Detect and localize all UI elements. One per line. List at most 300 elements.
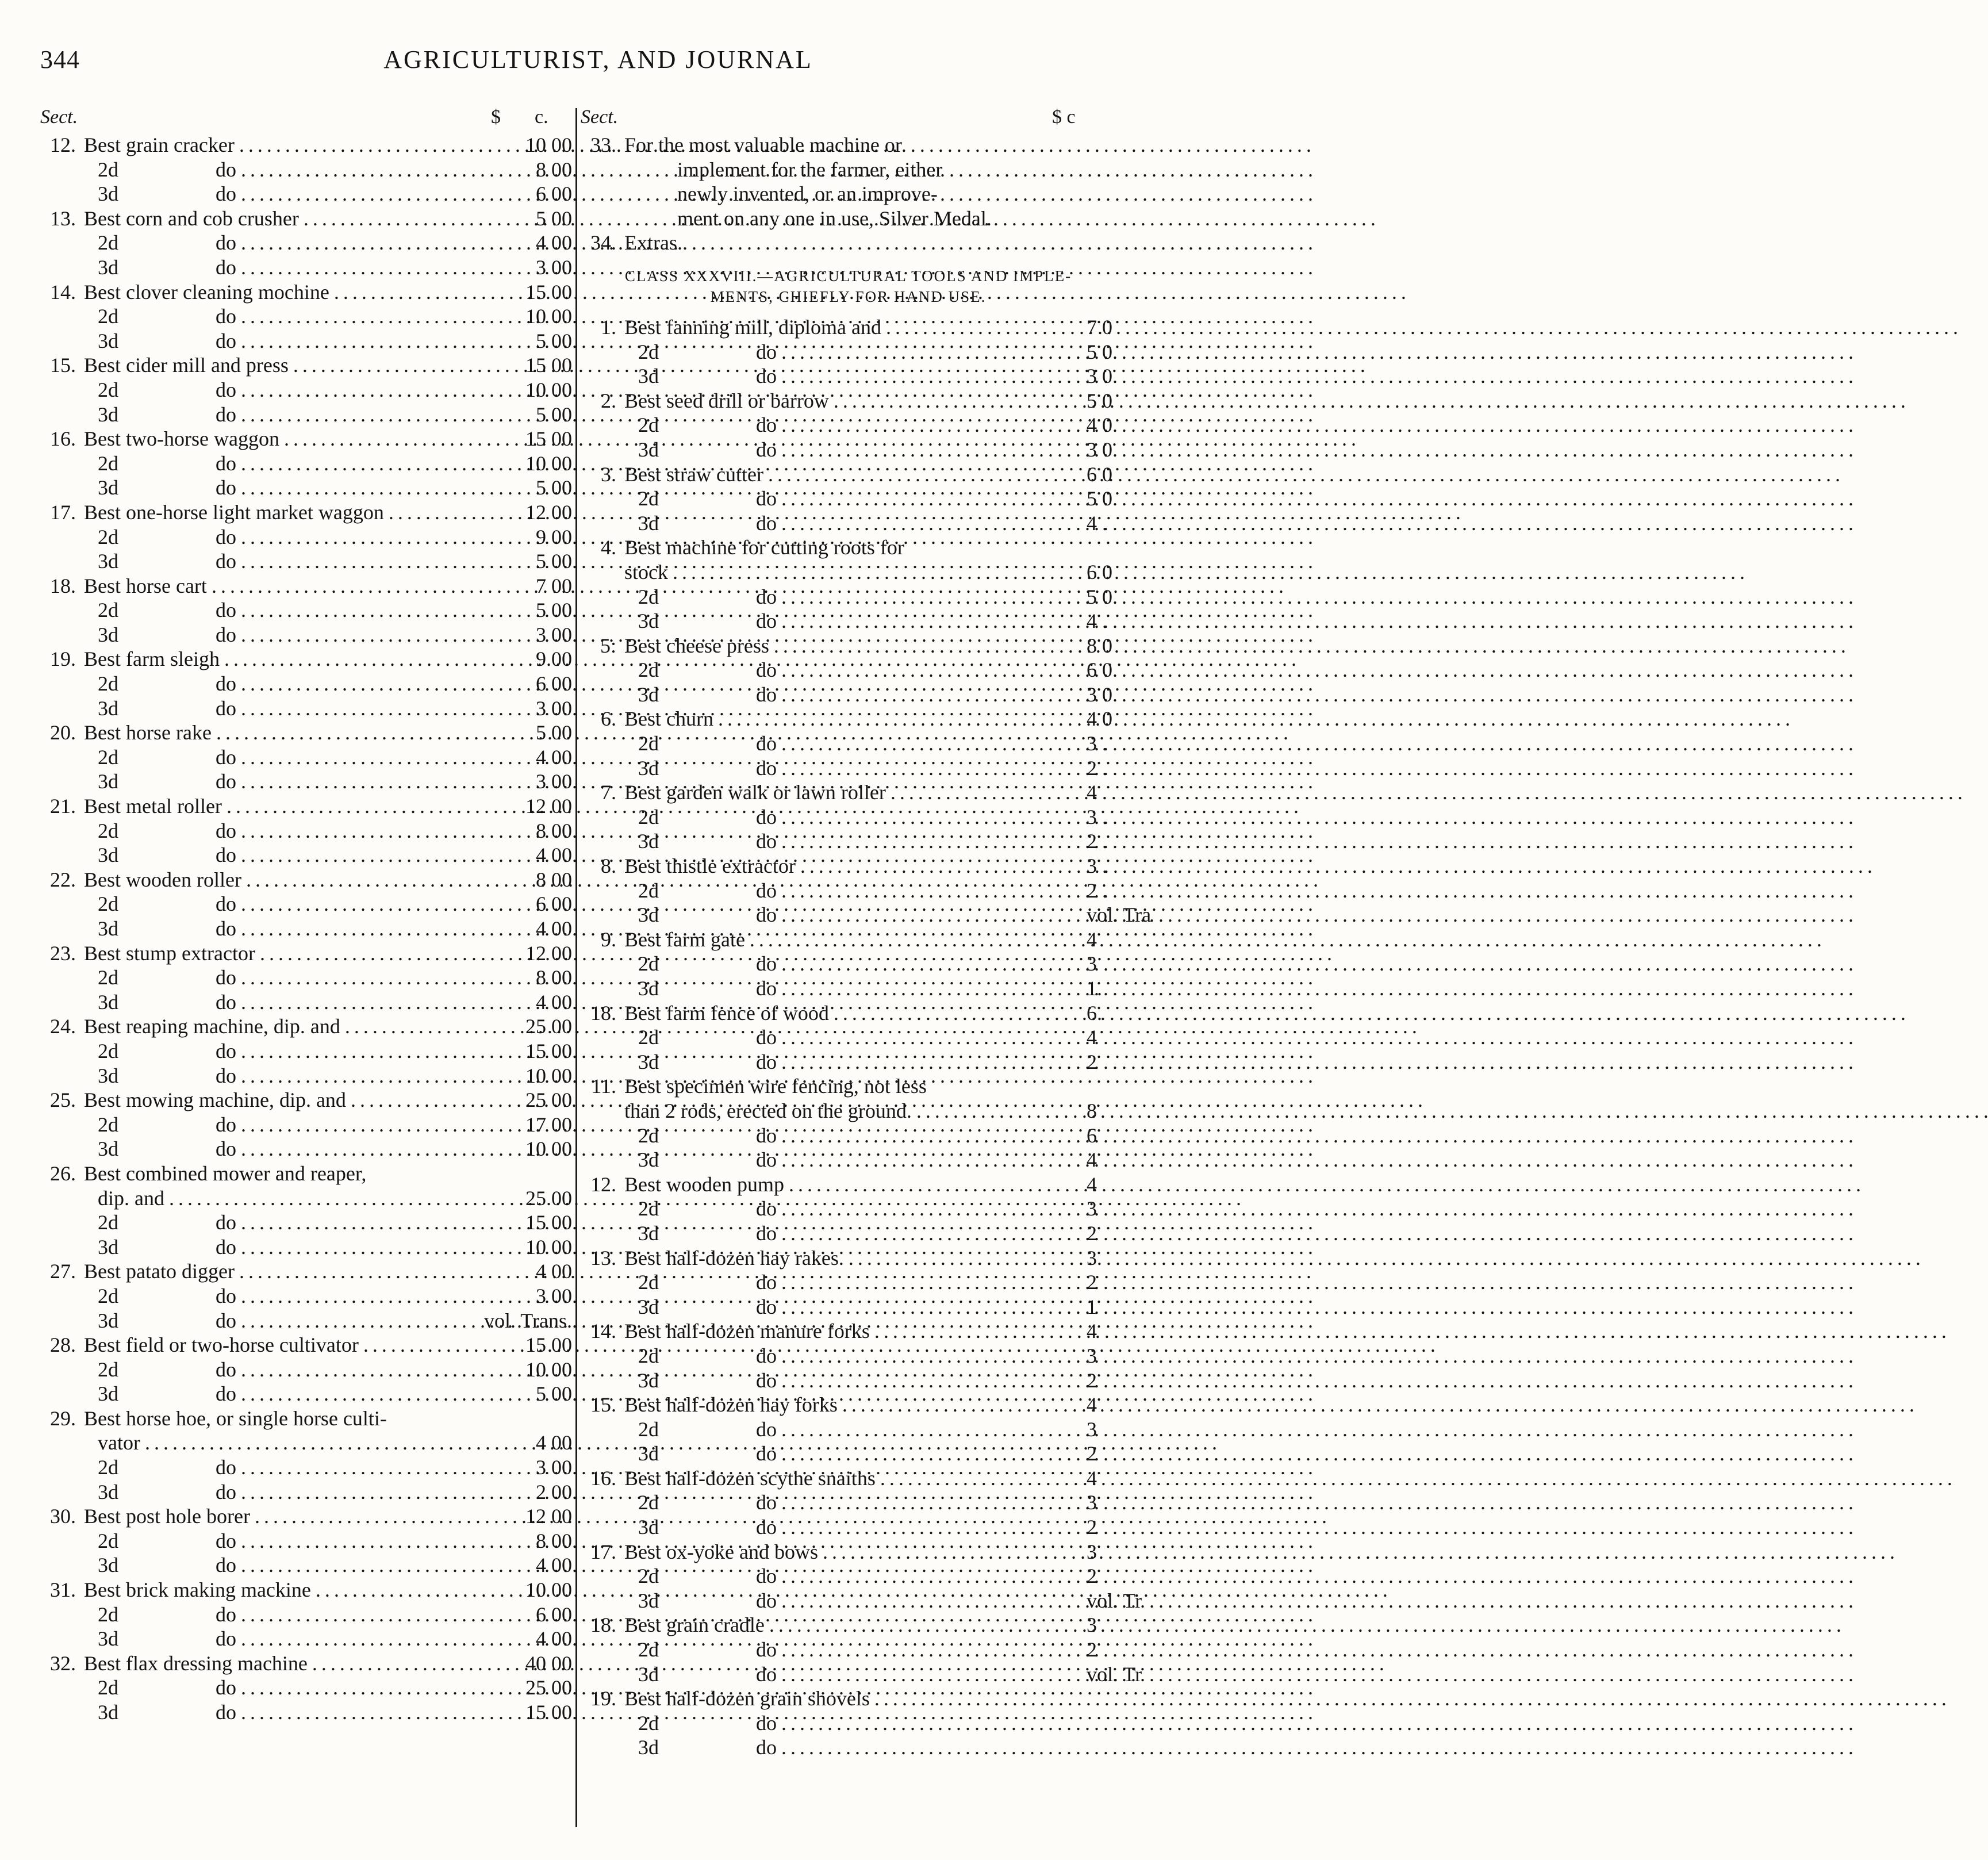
- ditto-text: do: [216, 1456, 236, 1479]
- ditto-mark: [216, 231, 481, 255]
- ditto-mark: [216, 1039, 481, 1064]
- prize-entry: [581, 389, 1116, 413]
- third-prize-amount: 3 00: [536, 623, 572, 646]
- entry-label-text: Best thistle extractor: [624, 854, 796, 878]
- prize-entry: [40, 1406, 578, 1431]
- ditto-text: do: [756, 1736, 777, 1759]
- ditto-mark: [756, 1025, 1081, 1050]
- ditto-mark: [216, 402, 481, 427]
- section-number: 23.: [50, 941, 76, 965]
- entry-label: [624, 1540, 1081, 1564]
- second-prize-amount: 2: [1087, 1271, 1097, 1294]
- third-prize-line: [40, 1382, 578, 1406]
- second-prize-amount: 5 0: [1087, 585, 1112, 608]
- entry-label-cont: [98, 1431, 481, 1455]
- ditto-text: do: [756, 830, 777, 853]
- first-prize-amount: 7 0: [1087, 315, 1112, 339]
- third-prize-amount: 1.: [1087, 977, 1102, 1000]
- section-33-line: [581, 182, 1116, 206]
- section-number: 22.: [50, 868, 76, 891]
- entry-label-text: Best brick making mackine: [84, 1578, 311, 1602]
- third-prize-amount: 5 00: [536, 1382, 572, 1406]
- second-prize-line: [40, 378, 578, 402]
- ditto-text: do: [216, 451, 236, 475]
- place-label: 3d: [638, 365, 659, 388]
- second-prize-amount: 15 00: [525, 1039, 572, 1063]
- third-prize-line: [40, 402, 578, 427]
- third-prize-amount: vol. Tr: [1087, 1662, 1142, 1686]
- third-prize-line: [40, 623, 578, 647]
- third-prize-amount: 3 00: [536, 770, 572, 793]
- ditto-mark: [756, 340, 1081, 365]
- ditto-text: do: [216, 1235, 236, 1259]
- ditto-text: do: [756, 1638, 777, 1662]
- second-prize-amount: 5 0: [1087, 487, 1112, 511]
- first-prize-amount: 10 00: [525, 133, 572, 156]
- ditto-text: do: [756, 903, 777, 927]
- section-number: 13.: [50, 206, 76, 230]
- ditto-text: do: [216, 623, 236, 646]
- ditto-text: do: [756, 1221, 777, 1245]
- third-prize-line: [40, 1235, 578, 1260]
- third-prize-line: [581, 1050, 1116, 1075]
- third-prize-line: [581, 682, 1116, 707]
- third-prize-amount: 4 00: [536, 917, 572, 940]
- cents-heading: c.: [535, 106, 548, 128]
- prize-entry: [581, 462, 1116, 487]
- ditto-text: do: [216, 892, 236, 916]
- left-column-header: [40, 106, 578, 133]
- place-label: 2d: [638, 1491, 659, 1514]
- third-prize-amount: 3 0: [1087, 682, 1112, 706]
- second-prize-amount: 8 00: [536, 158, 572, 181]
- second-prize-line: [40, 1284, 578, 1309]
- prize-entry: [40, 280, 578, 305]
- second-prize-amount: 2: [1087, 1564, 1097, 1588]
- place-label: 2d: [638, 1638, 659, 1662]
- second-prize-amount: 2: [1087, 1638, 1097, 1662]
- prize-entry: [581, 634, 1116, 658]
- prize-entry: [581, 854, 1116, 879]
- second-prize-amount: 6 00: [536, 892, 572, 916]
- place-label: 2d: [98, 672, 118, 696]
- second-prize-amount: 3: [1087, 1197, 1097, 1221]
- first-prize-amount: 3 .: [1087, 854, 1107, 878]
- second-prize-amount: 5 00: [536, 599, 572, 622]
- entry-label: [84, 574, 481, 599]
- ditto-mark: [756, 903, 1081, 927]
- third-prize-amount: 4 00: [536, 1627, 572, 1651]
- entry-label: [84, 1333, 481, 1357]
- section-number: 13.: [590, 1246, 616, 1270]
- third-prize-amount: 4: [1087, 1148, 1097, 1172]
- ditto-text: do: [756, 756, 777, 780]
- ditto-text: do: [216, 966, 236, 990]
- place-label: 2d: [98, 1456, 118, 1479]
- entry-label: Best horse hoe, or single horse culti-: [84, 1406, 387, 1430]
- ditto-mark: [756, 1123, 1081, 1148]
- ditto-text: do: [216, 1602, 236, 1626]
- entry-label-text: Best wooden roller: [84, 868, 241, 891]
- section-number: 18.: [50, 574, 76, 597]
- ditto-mark: [216, 1113, 481, 1137]
- place-label: 2d: [98, 1357, 118, 1381]
- third-prize-amount: vol. Tr: [1087, 1589, 1142, 1612]
- ditto-text: do: [216, 1137, 236, 1161]
- first-prize-amount: 4: [1087, 1393, 1097, 1417]
- second-prize-line: [581, 1196, 1116, 1221]
- third-prize-amount: 4 00: [536, 990, 572, 1014]
- ditto-text: do: [216, 1382, 236, 1406]
- third-prize-amount: 4 .: [1087, 609, 1107, 633]
- first-prize-amount: 12 00: [525, 795, 572, 818]
- ditto-mark: [216, 158, 481, 182]
- ditto-mark: [216, 549, 481, 574]
- place-label: 3d: [98, 1627, 118, 1651]
- second-prize-line: [581, 1270, 1116, 1295]
- third-prize-amount: 1: [1087, 1295, 1097, 1318]
- ditto-text: do: [756, 413, 777, 437]
- ditto-text: do: [216, 696, 236, 720]
- entry-label: [84, 280, 481, 305]
- third-prize-line: [40, 1064, 578, 1088]
- place-label: 3d: [638, 1050, 659, 1073]
- place-label: 2d: [98, 1113, 118, 1136]
- section-number: 17.: [590, 1540, 616, 1563]
- third-prize-line: [581, 438, 1116, 462]
- prize-entry: [40, 1651, 578, 1676]
- second-prize-line: [581, 340, 1116, 365]
- prize-entry: [40, 427, 578, 451]
- dollar-heading: $: [491, 106, 501, 128]
- place-label: 3d: [638, 1368, 659, 1392]
- prize-entry: [40, 1578, 578, 1602]
- second-prize-line: [581, 486, 1116, 511]
- ditto-mark: [756, 658, 1081, 682]
- section-number: 7.: [601, 781, 616, 804]
- third-prize-amount: 5 00: [536, 550, 572, 573]
- place-label: 3d: [98, 1064, 118, 1087]
- ditto-mark: [216, 1357, 481, 1382]
- section-33-line: [581, 158, 1116, 182]
- ditto-mark: [756, 1344, 1081, 1368]
- left-column: [40, 106, 578, 1725]
- third-prize-line: [581, 1589, 1142, 1613]
- ditto-mark: [756, 1637, 1081, 1662]
- second-prize-amount: 25 00: [525, 1676, 572, 1700]
- entry-label: [624, 1613, 1081, 1637]
- first-prize-amount: 6 0: [1087, 560, 1112, 584]
- second-prize-line: [581, 1025, 1116, 1050]
- ditto-text: do: [756, 340, 777, 363]
- place-label: 3d: [98, 255, 118, 279]
- section-number: 25.: [50, 1088, 76, 1112]
- ditto-mark: [216, 843, 481, 868]
- ditto-mark: [216, 1455, 481, 1480]
- third-prize-line: [40, 255, 578, 280]
- second-prize-line: [40, 1357, 578, 1382]
- right-column-header: [581, 106, 1116, 133]
- second-prize-line: [40, 672, 578, 696]
- first-prize-amount: 4: [1087, 1466, 1097, 1490]
- third-prize-line: [581, 903, 1152, 927]
- section-number: 33.: [590, 133, 616, 156]
- place-label: 3d: [98, 1382, 118, 1406]
- entry-label: [84, 133, 481, 158]
- place-label: 3d: [638, 609, 659, 633]
- prize-entry: [581, 1246, 1116, 1271]
- entry-label: [624, 1246, 1081, 1271]
- section-number: 12.: [50, 133, 76, 156]
- entry-label: [624, 927, 1081, 952]
- first-prize-amount: 4 .: [1087, 781, 1107, 804]
- prize-entry: [40, 500, 578, 525]
- third-prize-line: [581, 1295, 1116, 1320]
- first-prize-amount: 3: [1087, 1246, 1097, 1270]
- prize-entry: [581, 780, 1116, 805]
- second-prize-line: [581, 1417, 1116, 1442]
- ditto-mark: [756, 1735, 1081, 1760]
- ditto-text: do: [216, 402, 236, 426]
- entry-label-text: Best seed drill or barrow: [624, 389, 829, 412]
- entry-label: [624, 854, 1081, 879]
- place-label: 2d: [638, 1123, 659, 1147]
- entry-label-text: Best clover cleaning mochine: [84, 280, 329, 304]
- second-prize-amount: 3 .: [1087, 805, 1107, 829]
- ditto-mark: [756, 1564, 1081, 1589]
- first-prize-amount: 15 00: [525, 427, 572, 451]
- second-prize-amount: 6: [1087, 1123, 1097, 1147]
- ditto-mark: [216, 819, 481, 843]
- entry-label-text: Best half-dozen manure forks: [624, 1320, 870, 1343]
- section-number: 27.: [50, 1260, 76, 1283]
- place-label: 3d: [98, 1701, 118, 1724]
- entry-label-text: Best garden walk or lawn roller: [624, 781, 886, 804]
- section-number: 8.: [601, 854, 616, 878]
- ditto-mark: [756, 756, 1081, 781]
- prize-entry: [581, 1393, 1116, 1417]
- ditto-mark: [756, 1295, 1081, 1320]
- prize-entry: [40, 794, 578, 819]
- place-label: 3d: [638, 1148, 659, 1172]
- first-prize-amount: 8: [1087, 1099, 1097, 1122]
- third-prize-amount: 10 00: [525, 1137, 572, 1161]
- section-number: 18.: [590, 1001, 616, 1025]
- dollar-heading: $ c: [1052, 106, 1076, 128]
- ditto-mark: [216, 672, 481, 696]
- class-heading: [581, 255, 1116, 315]
- first-prize-amount: 5 0: [1087, 389, 1112, 412]
- ditto-mark: [216, 1284, 481, 1309]
- entry-label-text: than 2 rods, erected on the ground.: [624, 1099, 912, 1122]
- ditto-mark: [756, 585, 1081, 609]
- ditto-text: do: [216, 305, 236, 328]
- place-label: 2d: [638, 1026, 659, 1049]
- entry-label: [84, 941, 481, 966]
- ditto-mark: [216, 1480, 481, 1505]
- third-prize-line: [40, 696, 578, 721]
- second-prize-line: [40, 1675, 578, 1700]
- third-prize-amount: 2 .: [1087, 756, 1107, 780]
- entry-label-text: Best patato digger: [84, 1260, 235, 1283]
- second-prize-amount: 5 0: [1087, 340, 1112, 363]
- place-label: 3d: [98, 1137, 118, 1161]
- place-label: 3d: [638, 682, 659, 706]
- place-label: 2d: [98, 1529, 118, 1552]
- entry-label-text: Best two-horse waggon: [84, 427, 279, 451]
- entry-label: [624, 315, 1081, 340]
- prize-entry: [40, 133, 578, 158]
- third-prize-line: [40, 1480, 578, 1505]
- prize-entry-continued: [40, 1186, 578, 1211]
- first-prize-amount: 6 0: [1087, 462, 1112, 486]
- section-number: 12.: [590, 1172, 616, 1196]
- entry-label: [84, 868, 481, 892]
- place-label: 3d: [638, 1736, 659, 1759]
- ditto-mark: [756, 1417, 1081, 1442]
- ditto-mark: [216, 1137, 481, 1161]
- entry-label-text: Best farm sleigh: [84, 647, 220, 671]
- entry-label: [624, 389, 1081, 413]
- place-label: 2d: [638, 413, 659, 437]
- ditto-mark: [756, 1148, 1081, 1172]
- ditto-mark: [216, 1553, 481, 1578]
- section-number: 29.: [50, 1406, 76, 1430]
- entry-label-text: vator: [98, 1431, 140, 1455]
- place-label: 3d: [638, 1662, 659, 1686]
- ditto-text: do: [756, 732, 777, 755]
- third-prize-line: [40, 182, 578, 206]
- second-prize-amount: 10 00: [525, 378, 572, 401]
- section-number: 14.: [590, 1320, 616, 1343]
- first-prize-amount: 12 00: [525, 941, 572, 965]
- entry-label-text: dip. and: [98, 1186, 164, 1210]
- entry-label-text: Best churn: [624, 707, 713, 731]
- place-label: 3d: [638, 511, 659, 535]
- entry-label-text: Best horse cart: [84, 574, 207, 597]
- third-prize-amount: vol. Trans.: [483, 1309, 572, 1332]
- second-prize-line: [40, 598, 578, 623]
- class-heading-line: MENTS, CHIEFLY FOR HAND USE.: [710, 287, 987, 305]
- prize-entry: [40, 1161, 578, 1186]
- entry-label-text: Best one-horse light market waggon: [84, 500, 384, 524]
- third-prize-amount: 2: [1087, 1516, 1097, 1539]
- entry-label-text: Best fanning mill, diploma and: [624, 315, 881, 339]
- ditto-mark: [216, 1382, 481, 1406]
- ditto-text: do: [216, 770, 236, 793]
- second-prize-amount: 3: [1087, 1491, 1097, 1514]
- entry-label: [624, 462, 1081, 487]
- ditto-mark: [756, 438, 1081, 462]
- place-label: 3d: [98, 1480, 118, 1504]
- first-prize-amount: 10 00: [525, 1578, 572, 1602]
- entry-label-text: Best half-dozen scythe snaiths: [624, 1466, 876, 1490]
- ditto-text: do: [216, 158, 236, 181]
- section-number: 14.: [50, 280, 76, 304]
- ditto-text: do: [216, 990, 236, 1014]
- ditto-text: do: [216, 329, 236, 352]
- second-prize-amount: 10 00: [525, 1357, 572, 1381]
- entry-label-text: Best horse rake: [84, 721, 212, 745]
- place-label: 2d: [98, 1211, 118, 1234]
- second-prize-amount: 8 00: [536, 966, 572, 990]
- ditto-text: do: [756, 1344, 777, 1367]
- section-number: 6.: [601, 707, 616, 731]
- prize-entry-continued: [581, 1099, 1116, 1123]
- prize-entry: [40, 206, 578, 231]
- ditto-mark: [216, 304, 481, 329]
- place-label: 2d: [98, 231, 118, 255]
- ditto-mark: [756, 1441, 1081, 1466]
- ditto-text: do: [756, 658, 777, 682]
- prize-entry: [581, 927, 1116, 952]
- ditto-text: do: [216, 843, 236, 867]
- prize-entry: [40, 1504, 578, 1529]
- prize-entry: [581, 707, 1116, 731]
- ditto-text: do: [216, 231, 236, 255]
- third-prize-line: [581, 1735, 1116, 1760]
- entry-label-text: Best straw cutter: [624, 462, 763, 486]
- entry-label: [84, 1504, 481, 1529]
- place-label: 2d: [98, 966, 118, 990]
- ditto-text: do: [756, 1711, 777, 1735]
- second-prize-line: [581, 1564, 1116, 1589]
- place-label: 3d: [98, 843, 118, 867]
- ditto-mark: [756, 1196, 1081, 1221]
- third-prize-line: [40, 769, 578, 794]
- ditto-text: do: [216, 1039, 236, 1063]
- section-number: 34.: [590, 231, 616, 255]
- prize-entry-continued: [581, 560, 1116, 585]
- first-prize-amount: 6.: [1087, 1001, 1102, 1025]
- ditto-text: do: [216, 672, 236, 696]
- place-label: 3d: [98, 476, 118, 500]
- ditto-mark: [756, 879, 1081, 903]
- ditto-text: do: [756, 879, 777, 902]
- ditto-mark: [216, 696, 481, 721]
- entry-label: [84, 1014, 481, 1039]
- ditto-mark: [756, 1515, 1081, 1540]
- entry-label: [84, 353, 481, 378]
- entry-label-text: Best half-dozen grain shovels: [624, 1687, 870, 1711]
- place-label: 2d: [98, 1284, 118, 1307]
- ditto-mark: [216, 1627, 481, 1651]
- ditto-text: do: [756, 1662, 777, 1686]
- third-prize-amount: 5 00: [536, 329, 572, 352]
- ditto-mark: [216, 1235, 481, 1260]
- prize-entry: [581, 1613, 1116, 1637]
- place-label: 2d: [98, 745, 118, 769]
- ditto-text: do: [216, 1113, 236, 1136]
- ditto-mark: [756, 1050, 1081, 1075]
- entry-label: Best combined mower and reaper,: [84, 1161, 367, 1185]
- ditto-mark: [756, 829, 1081, 854]
- section-number: 11.: [591, 1075, 616, 1098]
- second-prize-line: [40, 304, 578, 329]
- section-text: implement for the farmer, either: [677, 158, 943, 181]
- ditto-mark: [216, 769, 481, 794]
- second-prize-amount: 3 .: [1087, 732, 1107, 755]
- second-prize-amount: 10 00: [525, 451, 572, 475]
- place-label: 2d: [638, 1564, 659, 1588]
- prize-entry: [40, 353, 578, 378]
- ditto-text: do: [756, 1295, 777, 1318]
- second-prize-line: [40, 231, 578, 255]
- ditto-text: do: [216, 917, 236, 940]
- entry-label-text: Best field or two-horse cultivator: [84, 1333, 359, 1357]
- ditto-text: do: [216, 550, 236, 573]
- section-33-line: [581, 206, 1116, 231]
